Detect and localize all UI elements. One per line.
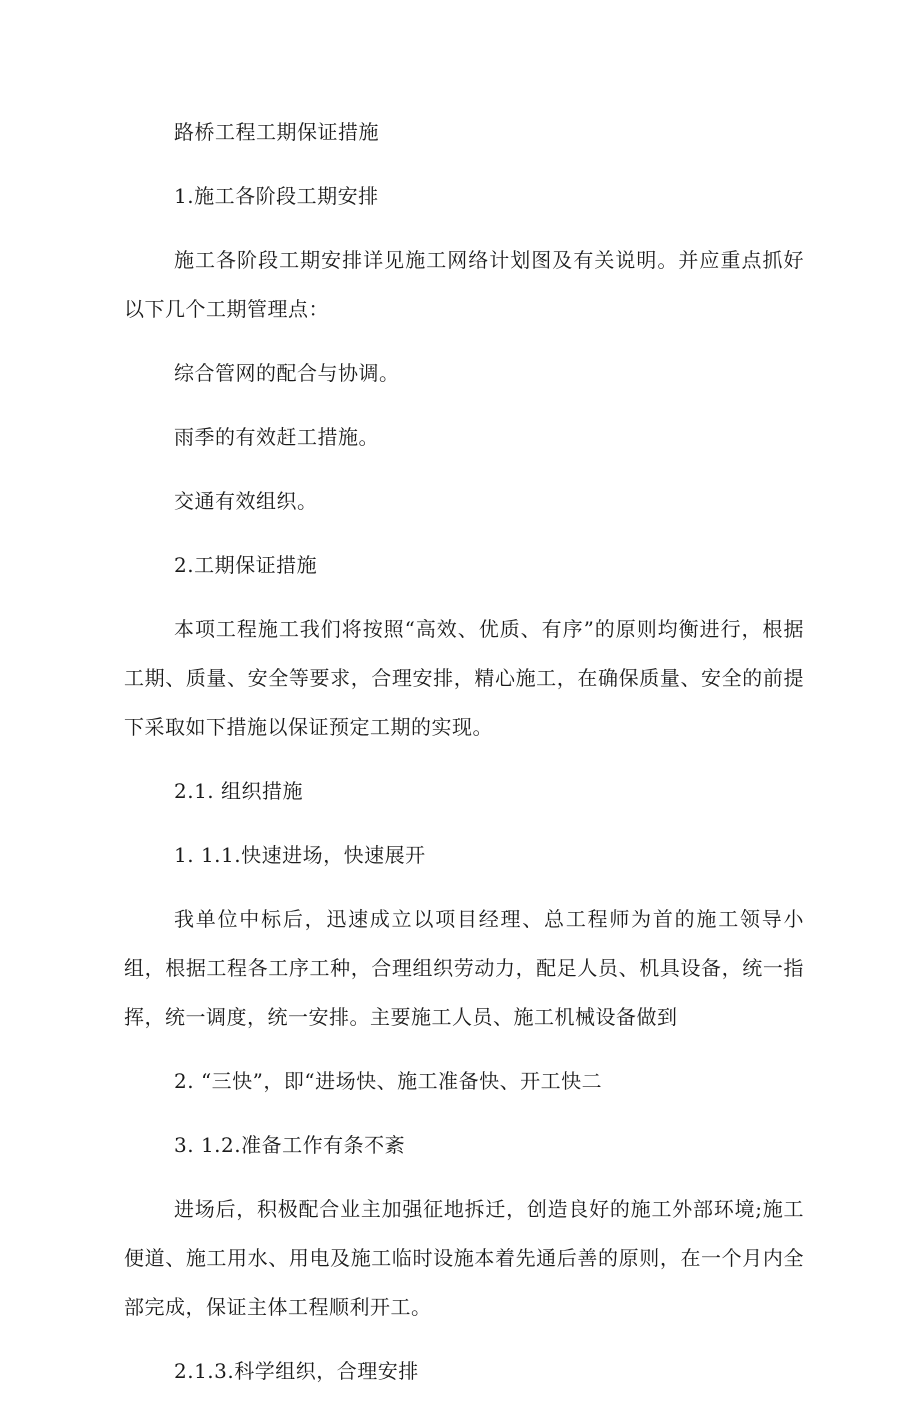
paragraph: 本项工程施工我们将按照“高效、优质、有序”的原则均衡进行，根据工期、质量、安全等要求，合理安排，精心施工，在确保质量、安全的前提下采取如下措施以保证预定工期的实现。 <box>124 617 804 739</box>
subsection-heading: 2.1. 组织措施 <box>174 779 304 803</box>
subsection-heading: 2.1.3.科学组织，合理安排 <box>174 1359 419 1383</box>
paragraph: 我单位中标后，迅速成立以项目经理、总工程师为首的施工领导小组，根据工程各工序工种，合理组织劳动力，配足人员、机具设备，统一指挥，统一调度，统一安排。主要施工人员、施工机械设备做到 <box>124 907 804 1029</box>
paragraph: 施工各阶段工期安排详见施工网络计划图及有关说明。并应重点抓好以下几个工期管理点： <box>124 248 804 321</box>
document-body <box>124 108 804 1411</box>
section-heading-2: 2.工期保证措施 <box>174 553 318 577</box>
list-item: 雨季的有效赶工措施。 <box>174 425 379 449</box>
document-title: 路桥工程工期保证措施 <box>174 120 379 144</box>
list-item: 交通有效组织。 <box>174 489 318 513</box>
section-heading-1: 1.施工各阶段工期安排 <box>174 184 379 208</box>
subsection-heading: 1. 1.1.快速进场，快速展开 <box>174 843 426 867</box>
list-item: 综合管网的配合与协调。 <box>174 361 400 385</box>
subsection-heading: 3. 1.2.准备工作有条不紊 <box>174 1133 406 1157</box>
paragraph: 2. “三快”，即“进场快、施工准备快、开工快二 <box>174 1069 603 1093</box>
paragraph: 进场后，积极配合业主加强征地拆迁，创造良好的施工外部环境;施工便道、施工用水、用电及施工临时设施本着先通后善的原则，在一个月内全部完成，保证主体工程顺利开工。 <box>124 1197 804 1319</box>
